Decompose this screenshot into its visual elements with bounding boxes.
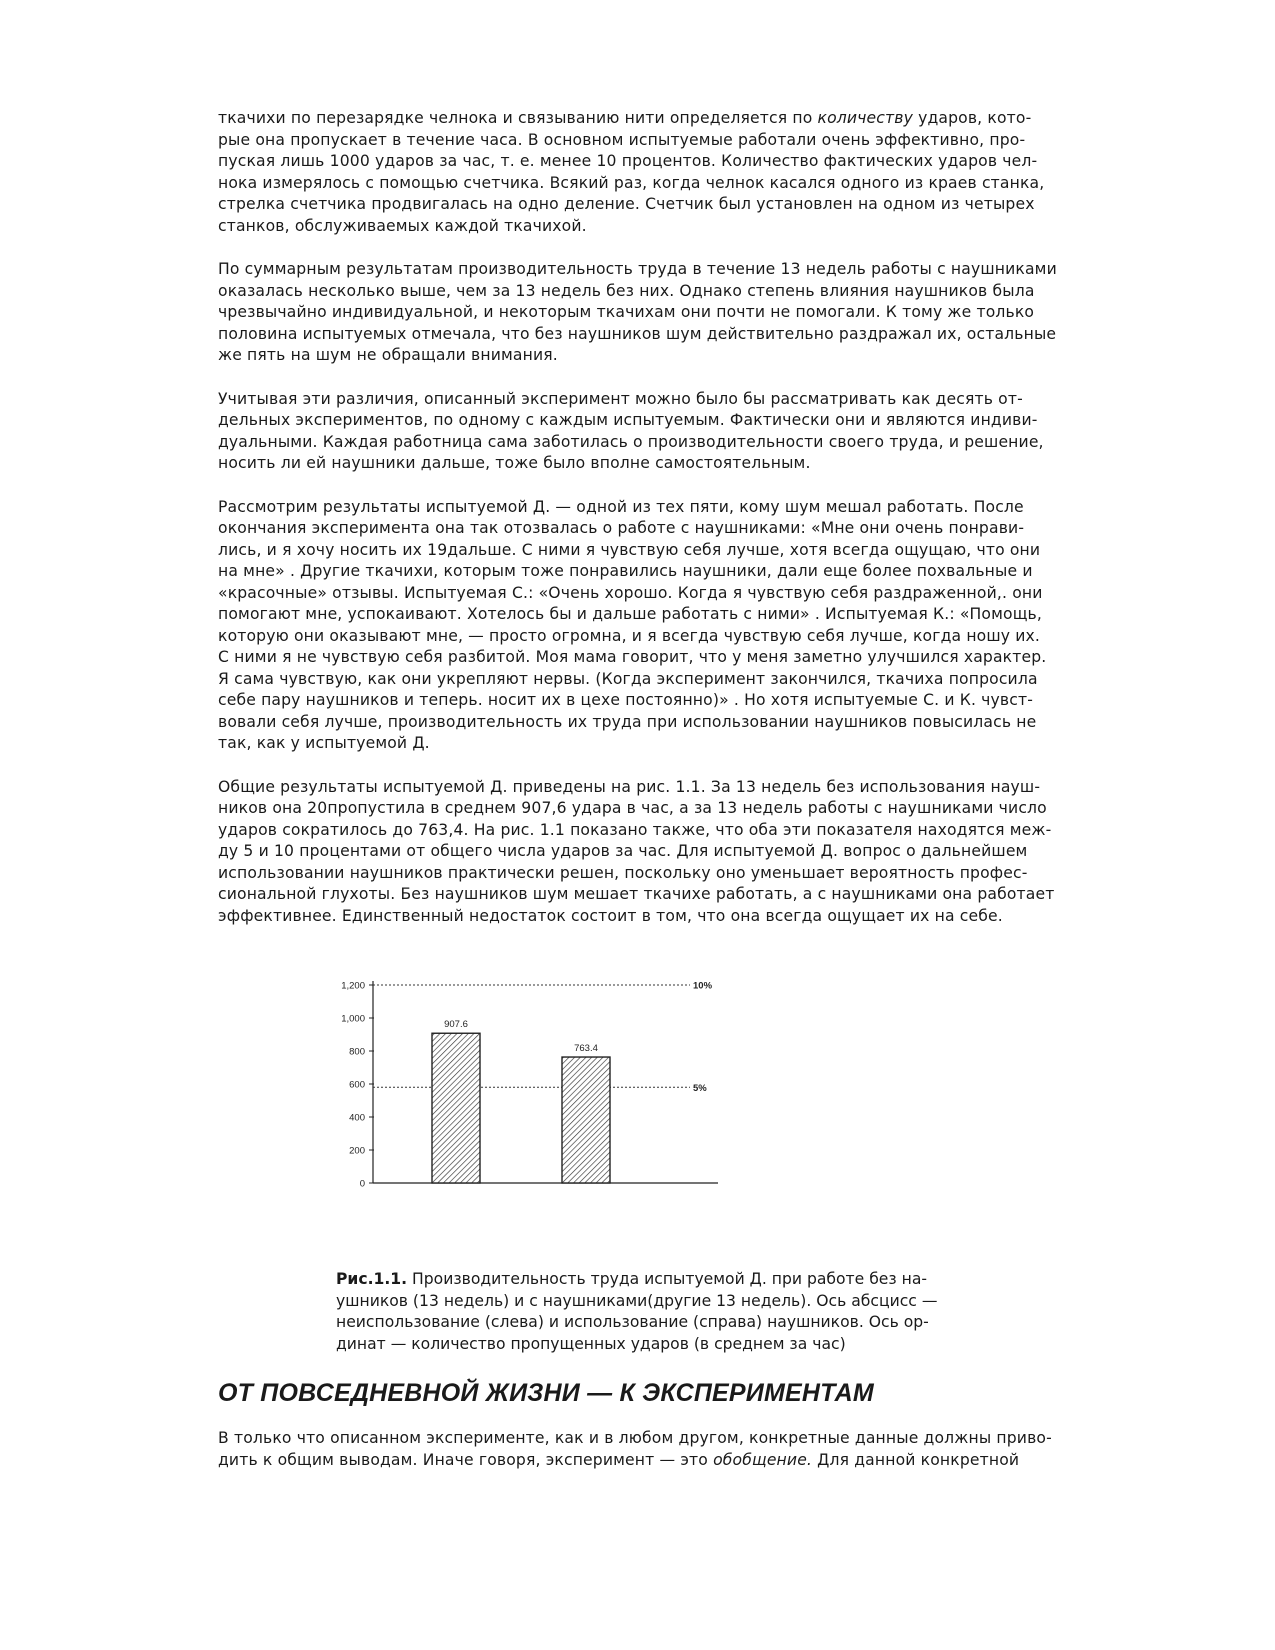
text-line — [218, 302, 1098, 324]
text-line — [218, 583, 1098, 605]
text-segment: «красочные» отзывы. Испытуемая С.: «Очень хорошо. Когда я чувствую себя раздраженной,. они — [218, 583, 1043, 602]
text-segment: пуская лишь 1000 ударов за час, т. е. менее 10 процентов. Количество фактических ударов чел- — [218, 152, 1038, 170]
text-segment: С ними я не чувствую себя разбитой. Моя мама говорит, что у меня заметно улучшился характер. — [218, 648, 1047, 666]
text-line — [218, 798, 1098, 820]
text-line — [218, 647, 1098, 669]
figure-1-1 — [218, 971, 1098, 1241]
text-line — [218, 216, 1098, 238]
paragraph — [218, 259, 1098, 367]
text-line — [218, 906, 1098, 928]
text-segment: ду 5 и 10 процентами от общего числа ударов за час. Для испытуемой Д. вопрос о дальнейшем — [218, 842, 1028, 860]
text-line — [218, 1428, 1098, 1450]
text-line — [218, 281, 1098, 303]
text-line — [218, 108, 1098, 130]
text-line — [218, 690, 1098, 712]
caption-line: неиспользование (слева) и использование (справа) наушников. Ось ор- — [336, 1313, 929, 1331]
text-segment: нока измерялось с помощью счетчика. Всякий раз, когда челнок касался одного из краев станка, — [218, 173, 1045, 192]
text-segment: количеству — [817, 109, 913, 127]
text-segment: Рассмотрим результаты испытуемой Д. — одной из тех пяти, кому шум мешал работать. После — [218, 497, 1024, 516]
text-segment: на мне» . Другие ткачихи, которым тоже понравились наушники, дали еще более похвальные и — [218, 562, 1033, 580]
text-segment: ударов, кото- — [912, 109, 1032, 127]
text-segment: половина испытуемых отмечала, что без наушников шум действительно раздражал их, остальные — [218, 324, 1057, 343]
caption-label: Рис.1.1. — [336, 1270, 408, 1288]
reference-line-label: 10% — [693, 980, 713, 992]
text-line — [218, 345, 1098, 367]
text-segment: носить ли ей наушники дальше, тоже было вполне самостоятельным. — [218, 454, 811, 472]
y-tick-label: 400 — [349, 1112, 365, 1124]
text-segment: станков, обслуживаемых каждой ткачихой. — [218, 216, 587, 235]
text-line — [218, 884, 1098, 906]
text-segment: рые она пропускает в течение часа. В основном испытуемые работали очень эффективно, про- — [218, 130, 1026, 149]
text-segment: Общие результаты испытуемой Д. приведены на рис. 1.1. За 13 недель без использования науш- — [218, 777, 1041, 796]
text-line — [218, 130, 1098, 152]
text-segment: окончания эксперимента она так отозвалась о работе с наушниками: «Мне они очень понрави- — [218, 519, 1025, 537]
paragraph — [218, 777, 1098, 928]
text-segment: же пять на шум не обращали внимания. — [218, 346, 558, 364]
y-tick-label: 1,000 — [341, 1013, 365, 1025]
text-segment: лись, и я хочу носить их 19дальше. С ними я чувствую себя лучше, хотя всегда ощущаю, что они — [218, 540, 1041, 559]
text-segment: эффективнее. Единственный недостаток состоит в том, что она всегда ощущает их на себе. — [218, 906, 1003, 925]
bar — [432, 1033, 480, 1183]
text-segment: По суммарным результатам производительность труда в течение 13 недель работы с наушниками — [218, 260, 1057, 278]
text-line — [218, 733, 1098, 755]
y-tick-label: 600 — [349, 1079, 365, 1091]
text-segment: В только что описанном эксперименте, как и в любом другом, конкретные данные должны приво- — [218, 1429, 1052, 1447]
reference-line-label: 5% — [693, 1082, 707, 1094]
text-segment: Учитывая эти различия, описанный эксперимент можно было бы рассматривать как десять от- — [218, 389, 1023, 408]
text-line — [218, 453, 1098, 475]
text-line — [218, 712, 1098, 734]
text-segment: использовании наушников практически решен, поскольку оно уменьшает вероятность профес- — [218, 863, 1028, 882]
text-segment: вовали себя лучше, производительность их труда при использовании наушников повысилась не — [218, 712, 1037, 731]
paragraph — [218, 497, 1098, 755]
text-line — [218, 777, 1098, 799]
text-segment: ударов сократилось до 763,4. На рис. 1.1 показано также, что оба эти показателя находятся меж- — [218, 820, 1052, 839]
bar-value-label: 907.6 — [444, 1019, 468, 1031]
text-segment: стрелка счетчика продвигалась на одно деление. Счетчик был установлен на одном из четырех — [218, 195, 1035, 213]
y-tick-label: 800 — [349, 1046, 365, 1058]
text-segment: которую они оказывают мне, — просто огромна, и я всегда чувствую себя лучше, когда ношу их. — [218, 626, 1041, 645]
text-line — [218, 1450, 1098, 1472]
text-line — [218, 863, 1098, 885]
text-line — [218, 604, 1098, 626]
text-segment: ткачихи по перезарядке челнока и связыванию нити определяется по — [218, 109, 818, 127]
paragraph — [218, 108, 1098, 237]
text-segment: Я сама чувствую, как они укрепляют нервы. (Когда эксперимент закончился, ткачиха попросила — [218, 669, 1038, 688]
paragraph — [218, 389, 1098, 475]
document-page — [218, 108, 1098, 1493]
y-tick-label: 200 — [349, 1145, 365, 1157]
text-line — [218, 410, 1098, 432]
text-line — [218, 194, 1098, 216]
text-line — [218, 518, 1098, 540]
y-tick-label: 1,200 — [341, 980, 365, 992]
caption-line: ушников (13 недель) и с наушниками(другие 13 недель). Ось абсцисс — — [336, 1291, 938, 1310]
text-line — [218, 432, 1098, 454]
text-segment: сиональной глухоты. Без наушников шум мешает ткачихе работать, а с наушниками она работает — [218, 885, 1055, 903]
text-line — [218, 151, 1098, 173]
figure-caption — [336, 1269, 996, 1355]
text-line — [218, 820, 1098, 842]
text-segment: дуальными. Каждая работница сама заботилась о производительности своего труда, и решение, — [218, 432, 1044, 451]
text-line — [218, 669, 1098, 691]
text-line — [218, 626, 1098, 648]
text-segment: обобщение. — [713, 1450, 813, 1469]
text-line — [218, 497, 1098, 519]
text-line — [218, 173, 1098, 195]
body-text — [218, 108, 1098, 927]
text-segment: чрезвычайно индивидуальной, и некоторым ткачихам они почти не помогали. К тому же только — [218, 303, 1035, 321]
y-tick-label: 0 — [359, 1178, 365, 1190]
text-segment: себе пару наушников и теперь. носит их в цехе постоянно)» . Но хотя испытуемые С. и К. чувст- — [218, 691, 1033, 709]
text-segment: ников она 20пропустила в среднем 907,6 удара в час, а за 13 недель работы с наушниками число — [218, 799, 1047, 817]
text-segment: оказалась несколько выше, чем за 13 недель без них. Однако степень влияния наушников была — [218, 281, 1035, 300]
text-segment: так, как у испытуемой Д. — [218, 734, 430, 752]
text-segment: Для данной конкретной — [812, 1450, 1020, 1469]
text-line — [218, 561, 1098, 583]
caption-line: Производительность труда испытуемой Д. при работе без на- — [407, 1270, 928, 1288]
section-heading: ОТ ПОВСЕДНЕВНОЙ ЖИЗНИ — К ЭКСПЕРИМЕНТАМ — [218, 1379, 874, 1407]
text-segment: дить к общим выводам. Иначе говоря, эксперимент — это — [218, 1450, 714, 1469]
text-segment: дельных экспериментов, по одному с каждым испытуемым. Фактически они и являются индиви- — [218, 411, 1038, 429]
text-line — [218, 259, 1098, 281]
paragraph — [218, 1428, 1098, 1471]
bar-value-label: 763.4 — [574, 1043, 598, 1055]
final-paragraph — [218, 1428, 1098, 1471]
caption-line: динат — количество пропущенных ударов (в среднем за час) — [336, 1334, 846, 1353]
text-line — [218, 324, 1098, 346]
text-segment: помогают мне, успокаивают. Хотелось бы и дальше работать с ними» . Испытуемая К.: «Помощь, — [218, 605, 1043, 623]
bar-chart — [338, 971, 758, 1201]
text-line — [218, 540, 1098, 562]
bar — [562, 1057, 610, 1183]
text-line — [218, 841, 1098, 863]
text-line — [218, 389, 1098, 411]
